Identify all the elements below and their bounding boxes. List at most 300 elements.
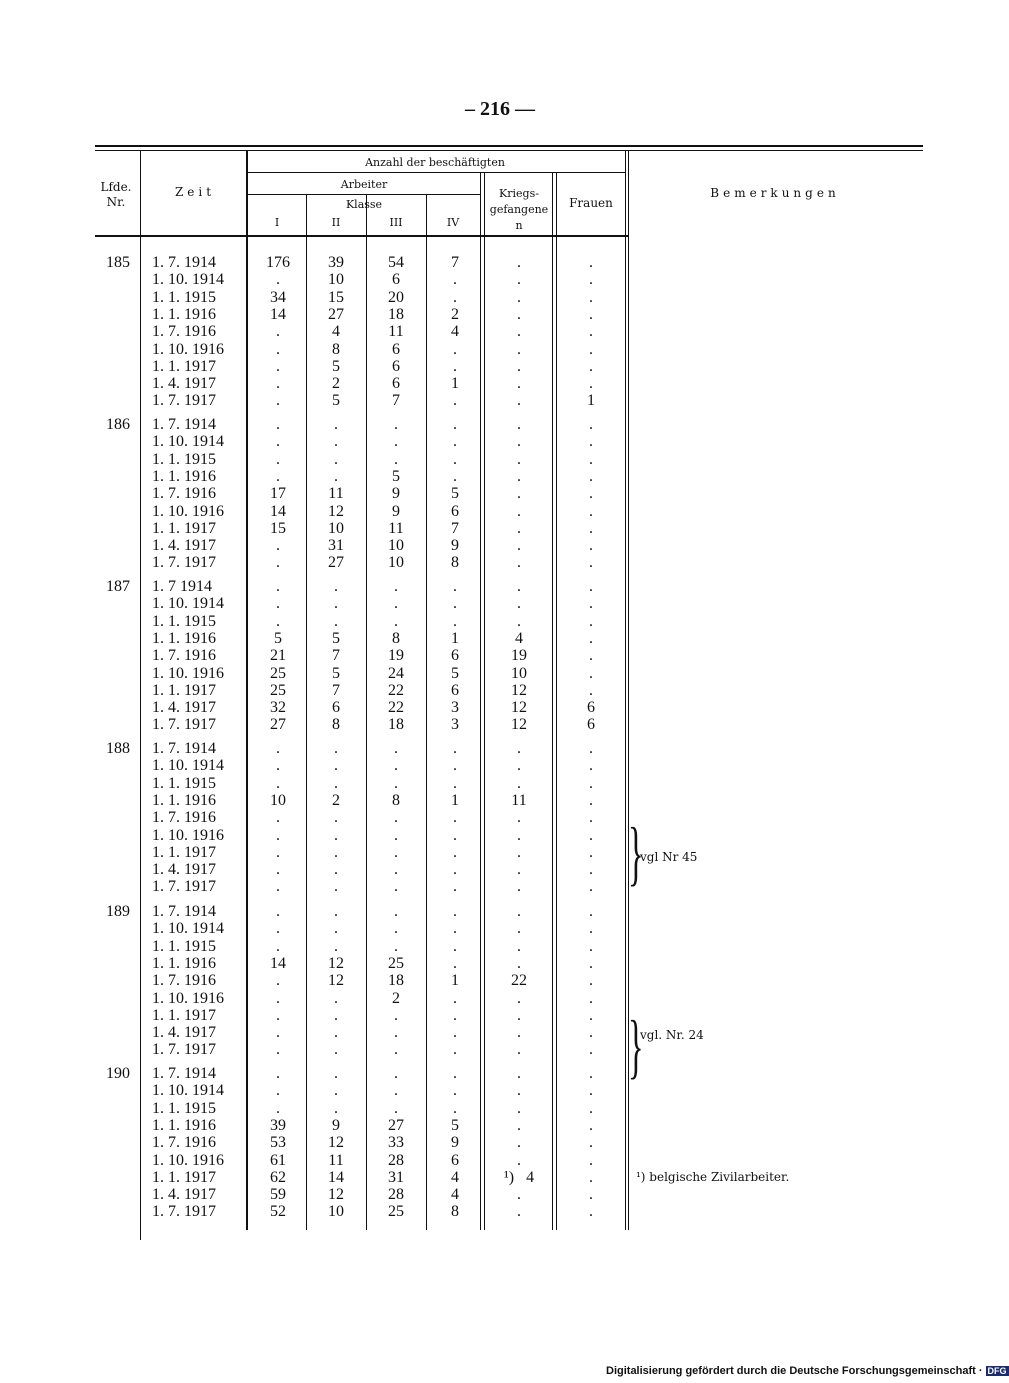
value-cell: .	[517, 254, 521, 271]
value-cell: .	[276, 878, 280, 895]
value-cell: .	[276, 775, 280, 792]
value-cell: .	[589, 358, 593, 375]
value-cell: .	[394, 1007, 398, 1024]
value-cell: 22	[388, 699, 404, 716]
value-cell: .	[276, 1041, 280, 1058]
brace-188: }	[628, 813, 644, 893]
value-cell: 2	[332, 792, 340, 809]
date-cell: 1. 1. 1915	[152, 289, 216, 306]
value-cell: .	[453, 613, 457, 630]
date-cell: 1. 1. 1915	[152, 938, 216, 955]
value-cell: 25	[388, 1203, 404, 1220]
value-cell: .	[453, 433, 457, 450]
value-cell: 8	[392, 630, 400, 647]
value-cell: .	[334, 775, 338, 792]
col-rule-i	[306, 195, 307, 1230]
brace-189: }	[628, 1006, 644, 1086]
header-bottom-rule	[95, 235, 628, 237]
value-cell: .	[517, 578, 521, 595]
value-cell: 12	[328, 972, 344, 989]
col-rule-frauen	[625, 150, 626, 1230]
value-cell: .	[334, 1100, 338, 1117]
value-cell: .	[453, 468, 457, 485]
value-cell: 7	[392, 392, 400, 409]
value-cell: 12	[328, 1186, 344, 1203]
value-cell: .	[453, 451, 457, 468]
date-cell: 1. 7. 1916	[152, 972, 216, 989]
value-cell: .	[589, 972, 593, 989]
page-number: – 216 —	[465, 98, 535, 120]
value-cell: .	[276, 903, 280, 920]
row-number: 188	[106, 740, 130, 757]
value-cell: 27	[328, 306, 344, 323]
row-number: 187	[106, 578, 130, 595]
value-cell: 28	[388, 1186, 404, 1203]
value-cell: .	[517, 271, 521, 288]
value-cell: 12	[511, 716, 527, 733]
date-cell: 1. 4. 1917	[152, 375, 216, 392]
value-cell: 11	[328, 485, 344, 502]
value-cell: .	[334, 416, 338, 433]
value-cell: 10	[388, 554, 404, 571]
value-cell: .	[517, 595, 521, 612]
date-cell: 1. 7. 1917	[152, 392, 216, 409]
value-cell: 6	[587, 699, 595, 716]
value-cell: 8	[392, 792, 400, 809]
value-cell: 24	[388, 665, 404, 682]
value-cell: .	[589, 375, 593, 392]
value-cell: 17	[270, 485, 286, 502]
value-cell: .	[589, 468, 593, 485]
date-cell: 1. 7. 1917	[152, 1041, 216, 1058]
date-cell: 1. 10. 1916	[152, 503, 224, 520]
value-cell: .	[453, 358, 457, 375]
value-cell: .	[334, 827, 338, 844]
date-cell: 1. 7. 1916	[152, 1134, 216, 1151]
value-cell: .	[334, 809, 338, 826]
header-zeit: Zeit	[174, 185, 216, 199]
value-cell: .	[334, 903, 338, 920]
value-cell: .	[334, 844, 338, 861]
date-cell: 1. 1. 1915	[152, 613, 216, 630]
value-cell: .	[589, 613, 593, 630]
header-class-iv: IV	[446, 216, 460, 229]
value-cell: 12	[328, 955, 344, 972]
value-cell: .	[453, 1041, 457, 1058]
value-cell: 39	[270, 1117, 286, 1134]
value-cell: 32	[270, 699, 286, 716]
value-cell: 33	[388, 1134, 404, 1151]
value-cell: .	[276, 844, 280, 861]
date-cell: 1. 10. 1914	[152, 271, 224, 288]
value-cell: .	[394, 938, 398, 955]
value-cell: .	[589, 1117, 593, 1134]
value-cell: 27	[388, 1117, 404, 1134]
row-number: 190	[106, 1065, 130, 1082]
value-cell: .	[517, 827, 521, 844]
value-cell: .	[517, 468, 521, 485]
date-cell: 1. 7. 1917	[152, 878, 216, 895]
value-cell: .	[453, 392, 457, 409]
value-cell: 6	[392, 375, 400, 392]
value-cell: 8	[451, 1203, 459, 1220]
date-cell: 1. 1. 1917	[152, 844, 216, 861]
value-cell: .	[453, 844, 457, 861]
value-cell: .	[589, 1024, 593, 1041]
value-cell: .	[276, 827, 280, 844]
header-klasse: Klasse	[345, 198, 383, 211]
value-cell: 21	[270, 647, 286, 664]
value-cell: 10	[388, 537, 404, 554]
value-cell: 6	[451, 1152, 459, 1169]
value-cell: .	[517, 844, 521, 861]
value-cell: .	[589, 878, 593, 895]
value-cell: .	[276, 740, 280, 757]
value-cell: .	[394, 827, 398, 844]
col-rule-ii	[366, 195, 367, 1230]
remark-189: vgl. Nr. 24	[640, 1028, 704, 1042]
value-cell: .	[517, 1041, 521, 1058]
value-cell: .	[589, 485, 593, 502]
value-cell: .	[453, 1065, 457, 1082]
value-cell: .	[276, 416, 280, 433]
value-cell: .	[394, 613, 398, 630]
value-cell: .	[517, 775, 521, 792]
value-cell: 2	[392, 990, 400, 1007]
value-cell: .	[589, 844, 593, 861]
value-cell: 9	[332, 1117, 340, 1134]
value-cell: 62	[270, 1169, 286, 1186]
footer-text: Digitalisierung gefördert durch die Deutsche Forschungsgemeinschaft ·	[606, 1365, 983, 1377]
col-rule-nr	[140, 150, 141, 1240]
value-cell: .	[589, 775, 593, 792]
value-cell: .	[276, 938, 280, 955]
top-rule	[95, 145, 923, 147]
date-cell: 1. 7. 1916	[152, 809, 216, 826]
value-cell: 22	[388, 682, 404, 699]
value-cell: .	[276, 375, 280, 392]
value-cell: .	[517, 903, 521, 920]
value-cell: 6	[451, 682, 459, 699]
value-cell: 39	[328, 254, 344, 271]
value-cell: .	[276, 1024, 280, 1041]
value-cell: .	[453, 1082, 457, 1099]
value-cell: 15	[328, 289, 344, 306]
value-cell: .	[517, 1024, 521, 1041]
value-cell: .	[453, 1024, 457, 1041]
value-cell: .	[276, 392, 280, 409]
value-cell: .	[517, 341, 521, 358]
value-cell: .	[589, 1041, 593, 1058]
header-lfd-nr: Lfde. Nr.	[100, 180, 132, 209]
remark-190: ¹) belgische Zivilarbeiter.	[636, 1170, 790, 1184]
value-cell: .	[517, 1203, 521, 1220]
value-cell: 12	[328, 1134, 344, 1151]
footer-credit	[606, 1365, 1009, 1377]
value-cell: .	[394, 878, 398, 895]
col-rule-zeit	[246, 150, 248, 1230]
value-cell: .	[589, 1065, 593, 1082]
value-cell: .	[276, 972, 280, 989]
value-cell: .	[517, 861, 521, 878]
row-number: 185	[106, 254, 130, 271]
value-cell: 27	[270, 716, 286, 733]
value-cell: .	[589, 554, 593, 571]
value-cell: .	[453, 341, 457, 358]
value-cell: .	[589, 955, 593, 972]
value-cell: .	[394, 757, 398, 774]
value-cell: .	[589, 938, 593, 955]
value-cell: .	[276, 1065, 280, 1082]
value-cell: 25	[270, 665, 286, 682]
value-cell: .	[589, 433, 593, 450]
value-cell: .	[276, 1100, 280, 1117]
value-cell: .	[517, 1100, 521, 1117]
value-cell: .	[589, 792, 593, 809]
value-cell: .	[394, 740, 398, 757]
value-cell: .	[589, 665, 593, 682]
value-cell: 12	[511, 682, 527, 699]
value-cell: .	[276, 554, 280, 571]
date-cell: 1. 10. 1916	[152, 665, 224, 682]
value-cell: 1	[451, 972, 459, 989]
value-cell: .	[394, 1041, 398, 1058]
date-cell: 1. 7. 1917	[152, 1203, 216, 1220]
value-cell: .	[589, 1134, 593, 1151]
value-cell: .	[517, 485, 521, 502]
value-cell: 4	[451, 323, 459, 340]
header-anzahl: Anzahl der beschäftigten	[365, 156, 505, 169]
dfg-logo: DFG	[987, 1366, 1007, 1376]
value-cell: 11	[388, 520, 404, 537]
date-cell: 1. 4. 1917	[152, 861, 216, 878]
value-cell: 6	[451, 503, 459, 520]
value-cell: .	[276, 323, 280, 340]
date-cell: 1. 4. 1917	[152, 537, 216, 554]
value-cell: .	[589, 578, 593, 595]
date-cell: 1. 7. 1914	[152, 903, 216, 920]
value-cell: .	[517, 451, 521, 468]
value-cell: .	[517, 740, 521, 757]
value-cell: .	[589, 595, 593, 612]
value-cell: 27	[328, 554, 344, 571]
value-cell: .	[517, 938, 521, 955]
value-cell: .	[276, 595, 280, 612]
value-cell: .	[276, 920, 280, 937]
value-cell: .	[453, 861, 457, 878]
value-cell: .	[394, 595, 398, 612]
value-cell: .	[589, 682, 593, 699]
value-cell: .	[517, 955, 521, 972]
value-cell: .	[334, 433, 338, 450]
value-cell: .	[394, 809, 398, 826]
value-cell: 1	[451, 630, 459, 647]
date-cell: 1. 10. 1914	[152, 757, 224, 774]
value-cell: .	[334, 451, 338, 468]
value-cell: .	[517, 306, 521, 323]
value-cell: .	[517, 358, 521, 375]
value-cell: 6	[392, 271, 400, 288]
value-cell: 5	[332, 358, 340, 375]
date-cell: 1. 10. 1914	[152, 920, 224, 937]
value-cell: .	[517, 990, 521, 1007]
value-cell: 25	[270, 682, 286, 699]
value-cell: .	[517, 375, 521, 392]
value-cell: .	[589, 1186, 593, 1203]
value-cell: .	[589, 757, 593, 774]
value-cell: 8	[451, 554, 459, 571]
value-cell: 1	[587, 392, 595, 409]
value-cell: .	[517, 323, 521, 340]
value-cell: .	[517, 392, 521, 409]
value-cell: .	[517, 878, 521, 895]
value-cell: 6	[392, 358, 400, 375]
value-cell: .	[334, 861, 338, 878]
value-cell: .	[276, 990, 280, 1007]
header-bemerkungen: Bemerkungen	[710, 186, 840, 200]
value-cell: 18	[388, 306, 404, 323]
date-cell: 1. 4. 1917	[152, 699, 216, 716]
value-cell: 4	[451, 1169, 459, 1186]
value-cell: .	[394, 775, 398, 792]
date-cell: 1. 7. 1914	[152, 254, 216, 271]
value-cell: .	[453, 955, 457, 972]
value-cell: .	[334, 920, 338, 937]
value-cell: 5	[274, 630, 282, 647]
value-cell: .	[589, 323, 593, 340]
date-cell: 1. 1. 1915	[152, 1100, 216, 1117]
value-cell: .	[589, 289, 593, 306]
value-cell: .	[589, 451, 593, 468]
value-cell: .	[453, 775, 457, 792]
date-cell: 1. 1. 1916	[152, 468, 216, 485]
value-cell: .	[334, 740, 338, 757]
date-cell: 1. 4. 1917	[152, 1186, 216, 1203]
value-cell: 2	[332, 375, 340, 392]
value-cell: 1	[451, 792, 459, 809]
date-cell: 1. 1. 1915	[152, 775, 216, 792]
value-cell: .	[589, 1007, 593, 1024]
value-cell: 176	[266, 254, 290, 271]
top-rule-thin	[95, 150, 923, 151]
value-cell: .	[517, 289, 521, 306]
value-cell: 25	[388, 955, 404, 972]
value-cell: 6	[392, 341, 400, 358]
value-cell: 3	[451, 699, 459, 716]
value-cell: .	[394, 844, 398, 861]
value-cell: 9	[392, 485, 400, 502]
header-class-i: I	[274, 216, 280, 229]
value-cell: 5	[332, 665, 340, 682]
value-cell: 8	[332, 341, 340, 358]
header-kriegsgefangenen: Kriegs-gefangenen	[489, 187, 549, 232]
value-cell: 1	[451, 375, 459, 392]
date-cell: 1. 4. 1917	[152, 1024, 216, 1041]
date-cell: 1. 7. 1916	[152, 323, 216, 340]
value-cell: 14	[270, 955, 286, 972]
value-cell: .	[334, 878, 338, 895]
value-cell: 5	[332, 392, 340, 409]
col-rule-kg-b	[556, 172, 557, 1230]
date-cell: 1. 10. 1914	[152, 595, 224, 612]
value-cell: .	[453, 1007, 457, 1024]
col-rule-iv	[480, 172, 481, 1230]
value-cell: 6	[451, 647, 459, 664]
header-class-iii: III	[389, 216, 403, 229]
header-class-ii: II	[331, 216, 341, 229]
value-cell: .	[517, 1134, 521, 1151]
value-cell: .	[517, 1082, 521, 1099]
value-cell: .	[334, 1024, 338, 1041]
value-cell: .	[589, 1203, 593, 1220]
value-cell: 54	[388, 254, 404, 271]
date-cell: 1. 1. 1916	[152, 955, 216, 972]
value-cell: 4	[515, 630, 523, 647]
value-cell: .	[334, 468, 338, 485]
value-cell: .	[589, 920, 593, 937]
value-cell: 5	[451, 665, 459, 682]
value-cell: .	[517, 416, 521, 433]
value-cell: .	[276, 451, 280, 468]
value-cell: .	[453, 740, 457, 757]
value-cell: .	[589, 306, 593, 323]
date-cell: 1. 10. 1916	[152, 990, 224, 1007]
value-cell: 6	[587, 716, 595, 733]
value-cell: 18	[388, 972, 404, 989]
value-cell: .	[589, 416, 593, 433]
value-cell: .	[276, 271, 280, 288]
value-cell: .	[334, 613, 338, 630]
date-cell: 1. 10. 1916	[152, 341, 224, 358]
row-number: 189	[106, 903, 130, 920]
value-cell: .	[517, 537, 521, 554]
value-cell: 12	[328, 503, 344, 520]
value-cell: 10	[270, 792, 286, 809]
value-cell: 12	[511, 699, 527, 716]
value-cell: .	[276, 341, 280, 358]
value-cell: .	[453, 878, 457, 895]
remark-188: vgl Nr 45	[640, 850, 698, 864]
date-cell: 1. 7. 1917	[152, 716, 216, 733]
col-rule-iv-b	[484, 172, 485, 1230]
value-cell: 22	[511, 972, 527, 989]
date-cell: 1. 1. 1917	[152, 1007, 216, 1024]
value-cell: 10	[328, 271, 344, 288]
value-cell: .	[334, 595, 338, 612]
value-cell: .	[276, 809, 280, 826]
value-cell: 14	[270, 503, 286, 520]
value-cell: .	[589, 647, 593, 664]
date-cell: 1. 1. 1916	[152, 306, 216, 323]
value-cell: 6	[332, 699, 340, 716]
date-cell: 1. 10. 1914	[152, 1082, 224, 1099]
value-cell: 34	[270, 289, 286, 306]
value-cell: .	[394, 1100, 398, 1117]
date-cell: 1. 1. 1916	[152, 1117, 216, 1134]
value-cell: .	[276, 537, 280, 554]
value-cell: .	[517, 920, 521, 937]
value-cell: .	[589, 341, 593, 358]
value-cell: .	[453, 920, 457, 937]
date-cell: 1. 7. 1916	[152, 647, 216, 664]
date-cell: 1. 7. 1916	[152, 485, 216, 502]
value-cell: .	[453, 271, 457, 288]
value-cell: 8	[332, 716, 340, 733]
value-cell: .	[517, 1065, 521, 1082]
value-cell: .	[276, 468, 280, 485]
header-rule-anzahl	[247, 172, 625, 173]
date-cell: 1. 1. 1916	[152, 630, 216, 647]
